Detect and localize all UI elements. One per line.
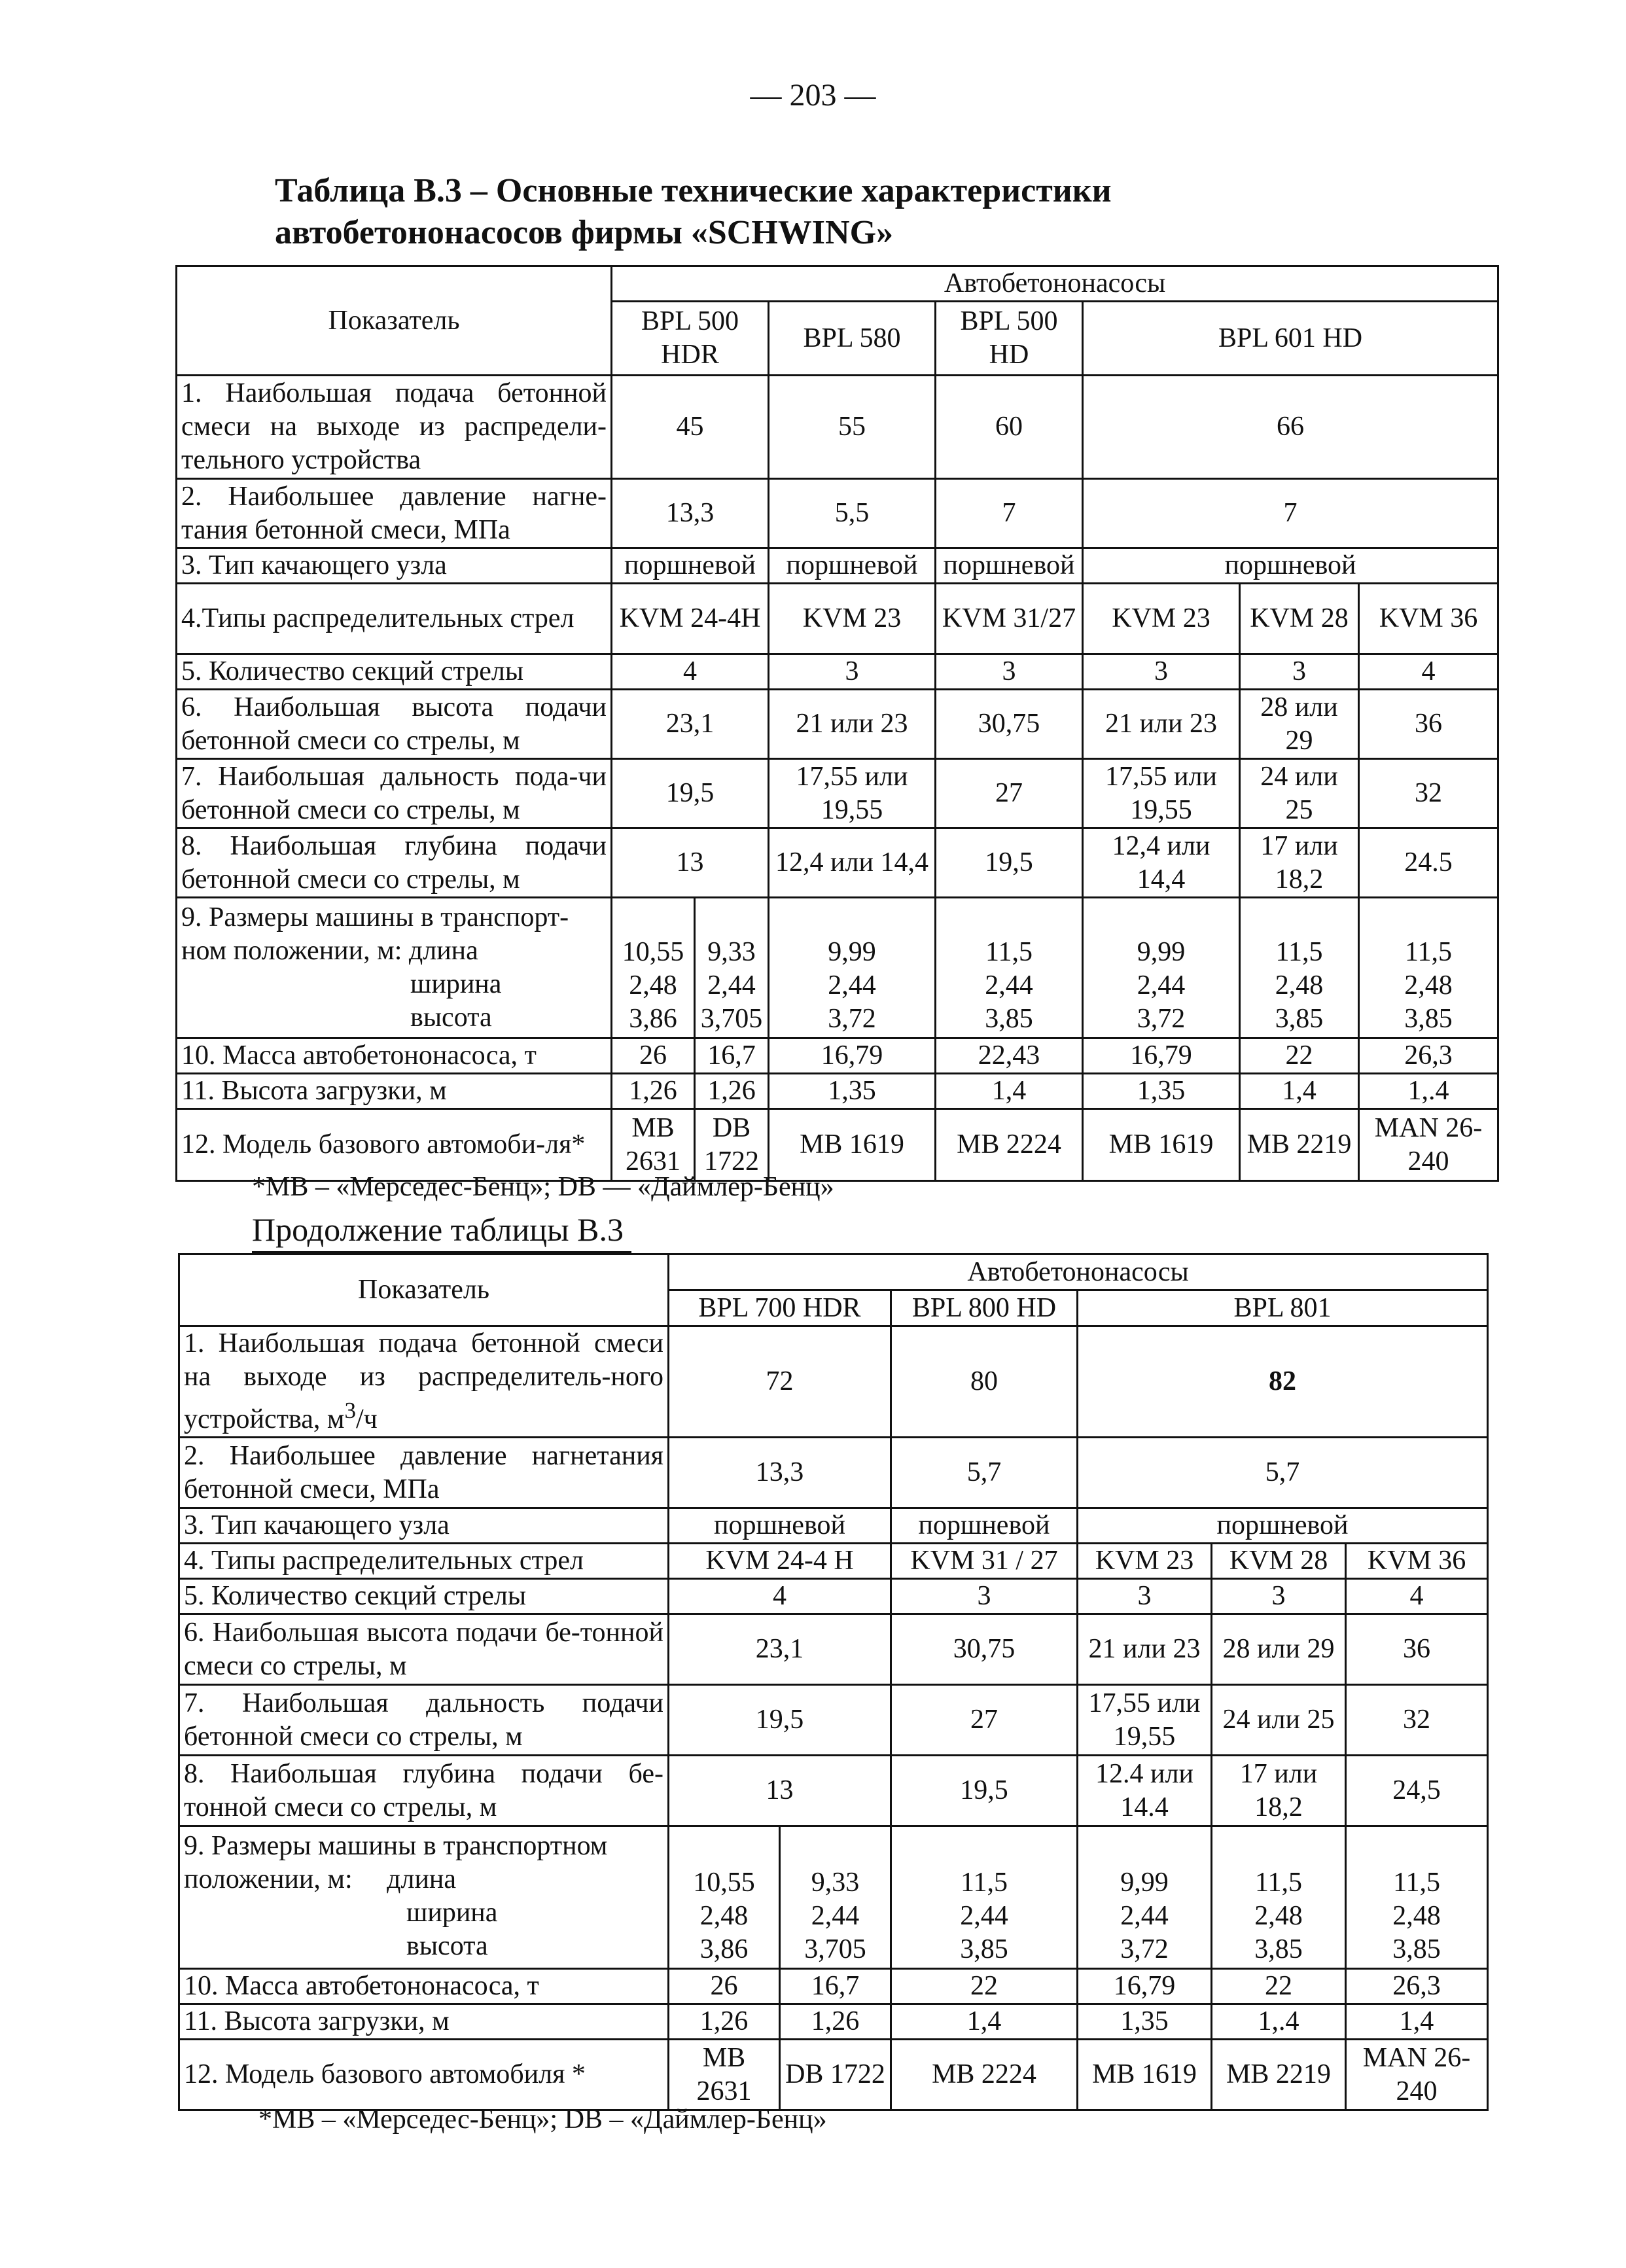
cell: 7 [936, 479, 1083, 548]
cell: 13,3 [612, 479, 769, 548]
cell: поршневой [612, 548, 769, 584]
row-label: 10. Масса автобетононасоса, т [179, 1969, 669, 2004]
row-label: 11. Высота загрузки, м [179, 2004, 669, 2040]
cell: 30,75 [936, 690, 1083, 759]
cell: 16,79 [1083, 1038, 1240, 1074]
dims-cell: 11,5 2,48 3,85 [1240, 898, 1359, 1038]
cell: 32 [1359, 759, 1498, 828]
cell: 1,.4 [1359, 1074, 1498, 1109]
dim-length-label: длина [408, 936, 478, 966]
cell: KVM 24-4H [612, 584, 769, 654]
dims-cell: 9,33 2,44 3,705 [780, 1826, 891, 1969]
dims-cell: 10,55 2,48 3,86 [669, 1826, 780, 1969]
cell: MB 2224 [891, 2040, 1078, 2110]
cell: 3 [1240, 654, 1359, 690]
cell: 16,7 [780, 1969, 891, 2004]
header-col-bpl601hd: BPL 601 HD [1083, 302, 1498, 376]
cell: 21 или 23 [1078, 1614, 1212, 1685]
cell: 1,4 [1346, 2004, 1488, 2040]
cell: 4 [612, 654, 769, 690]
cell: 16,7 [695, 1038, 769, 1074]
cell: MAN 26-240 [1359, 1109, 1498, 1181]
dims-cell: 9,99 2,44 3,72 [1078, 1826, 1212, 1969]
cell: 1,4 [936, 1074, 1083, 1109]
row-label: 7. Наибольшая дальность пода-чи бетонной смеси со стрелы, м [177, 759, 612, 828]
table-row [177, 654, 1498, 690]
row-label-line: ном положении, м: длина [181, 936, 478, 966]
cell: 22 [1240, 1038, 1359, 1074]
cell: 17,55 или 19,55 [1078, 1685, 1212, 1756]
continuation-title: Продолжение таблицы В.3 [252, 1211, 624, 1248]
table-row [179, 1614, 1488, 1685]
cell: 19,5 [669, 1685, 891, 1756]
table-row [177, 898, 1498, 1038]
cell: 32 [1346, 1685, 1488, 1756]
cell: KVM 36 [1346, 1544, 1488, 1579]
row-label: 5. Количество секций стрелы [179, 1579, 669, 1614]
cell: DB 1722 [695, 1109, 769, 1181]
header-col-bpl580: BPL 580 [769, 302, 936, 376]
row-label: 3. Тип качающего узла [177, 548, 612, 584]
dims-cell: 11,5 2,44 3,85 [891, 1826, 1078, 1969]
cell: 17 или 18,2 [1212, 1756, 1346, 1826]
row-label-line: 9. Размеры машины в транспорт- [181, 902, 569, 932]
cell: DB 1722 [780, 2040, 891, 2110]
cell: поршневой [769, 548, 936, 584]
cell: 24.5 [1359, 828, 1498, 898]
header-col-bpl500hdr: BPL 500 HDR [612, 302, 769, 376]
header-indicator: Показатель [179, 1254, 669, 1326]
cell: 1,35 [769, 1074, 936, 1109]
cell: 26,3 [1346, 1969, 1488, 2004]
cell: KVM 31/27 [936, 584, 1083, 654]
cell: MB 2219 [1240, 1109, 1359, 1181]
cell: 3 [1083, 654, 1240, 690]
cell: KVM 36 [1359, 584, 1498, 654]
dims-cell: 10,55 2,48 3,86 [612, 898, 695, 1038]
cell: 1,26 [612, 1074, 695, 1109]
cell: 45 [612, 376, 769, 479]
header-col-bpl800hd: BPL 800 HD [891, 1290, 1078, 1326]
caption-line-1: Таблица В.3 – Основные технические характеристики [275, 172, 1112, 209]
table-row [177, 759, 1498, 828]
table-row [179, 1685, 1488, 1756]
row-label-line: положении, м: длина [184, 1864, 457, 1894]
row-label: 2. Наибольшее давление нагнетания бетонной смеси, МПа [179, 1438, 669, 1508]
cell: 80 [891, 1326, 1078, 1438]
cell: 72 [669, 1326, 891, 1438]
cell: 1,4 [1240, 1074, 1359, 1109]
cell: 4 [1346, 1579, 1488, 1614]
cell: 27 [936, 759, 1083, 828]
table-row [177, 376, 1498, 479]
dims-cell: 9,99 2,44 3,72 [1083, 898, 1240, 1038]
table-row [177, 1074, 1498, 1109]
caption-line-2: автобетононасосов фирмы «SCHWING» [275, 214, 894, 251]
header-col-bpl700hdr: BPL 700 HDR [669, 1290, 891, 1326]
cell: 21 или 23 [769, 690, 936, 759]
table-row [179, 1826, 1488, 1969]
dim-width-label: ширина [406, 1898, 498, 1928]
cell: MB 2219 [1212, 2040, 1346, 2110]
specs-table-2 [178, 1253, 1489, 2111]
row-label-line: 9. Размеры машины в транспортном [184, 1831, 608, 1861]
table-row [179, 2040, 1488, 2110]
cell: 66 [1083, 376, 1498, 479]
cell: 23,1 [669, 1614, 891, 1685]
cell: KVM 31 / 27 [891, 1544, 1078, 1579]
row-label: 4.Типы распределительных стрел [177, 584, 612, 654]
cell: 16,79 [769, 1038, 936, 1074]
table-row [179, 1579, 1488, 1614]
cell: 22 [1212, 1969, 1346, 2004]
cell: 13 [612, 828, 769, 898]
cell: поршневой [936, 548, 1083, 584]
cell: 24 или 25 [1240, 759, 1359, 828]
cell: поршневой [1078, 1508, 1488, 1544]
dim-height-label: высота [410, 1002, 492, 1033]
cell: MB 1619 [1083, 1109, 1240, 1181]
cell: 1,26 [780, 2004, 891, 2040]
cell: 4 [669, 1579, 891, 1614]
cell: 82 [1078, 1326, 1488, 1438]
cell: 5,7 [891, 1438, 1078, 1508]
cell: 17 или 18,2 [1240, 828, 1359, 898]
table-row [177, 584, 1498, 654]
row-label: 7. Наибольшая дальность подачи бетонной смеси со стрелы, м [179, 1685, 669, 1756]
row-label: 11. Высота загрузки, м [177, 1074, 612, 1109]
cell: MB 1619 [769, 1109, 936, 1181]
cell: 1,26 [695, 1074, 769, 1109]
table-row [177, 479, 1498, 548]
table-row [177, 690, 1498, 759]
cell: MB 2631 [669, 2040, 780, 2110]
row-label: 6. Наибольшая высота подачи бе-тонной смеси со стрелы, м [179, 1614, 669, 1685]
table-caption [275, 170, 1112, 254]
cell: 17,55 или 19,55 [769, 759, 936, 828]
cell: 3 [1078, 1579, 1212, 1614]
cell: 1,4 [891, 2004, 1078, 2040]
cell: поршневой [1083, 548, 1498, 584]
cell: 60 [936, 376, 1083, 479]
cell: 5,5 [769, 479, 936, 548]
cell: 1,.4 [1212, 2004, 1346, 2040]
cell: 13,3 [669, 1438, 891, 1508]
cell: 12,4 или 14,4 [1083, 828, 1240, 898]
row-label [179, 1826, 669, 1969]
table-row [177, 828, 1498, 898]
cell: KVM 28 [1240, 584, 1359, 654]
cell: 16,79 [1078, 1969, 1212, 2004]
table-row [179, 1326, 1488, 1438]
cell: 55 [769, 376, 936, 479]
page-number: — 203 — [750, 78, 876, 113]
row-label: 3. Тип качающего узла [179, 1508, 669, 1544]
row-label: 8. Наибольшая глубина подачи бетонной смеси со стрелы, м [177, 828, 612, 898]
header-col-bpl801: BPL 801 [1078, 1290, 1488, 1326]
table-row [177, 1109, 1498, 1181]
cell: KVM 23 [1083, 584, 1240, 654]
cell: 22,43 [936, 1038, 1083, 1074]
table-row [179, 1508, 1488, 1544]
cell: 21 или 23 [1083, 690, 1240, 759]
specs-table-1 [175, 265, 1499, 1182]
row-label: 12. Модель базового автомоби-ля* [177, 1109, 612, 1181]
cell: 3 [936, 654, 1083, 690]
dims-cell: 11,5 2,48 3,85 [1346, 1826, 1488, 1969]
cell: поршневой [669, 1508, 891, 1544]
cell: KVM 24-4 H [669, 1544, 891, 1579]
dim-height-label: высота [406, 1931, 488, 1961]
row-label [177, 898, 612, 1038]
row-label: 1. Наибольшая подача бетонной смеси на выходе из распредели-тельного устройства [177, 376, 612, 479]
cell: KVM 23 [1078, 1544, 1212, 1579]
cell: 23,1 [612, 690, 769, 759]
table-row [179, 1756, 1488, 1826]
cell: 3 [891, 1579, 1078, 1614]
cell: поршневой [891, 1508, 1078, 1544]
cell: 19,5 [891, 1756, 1078, 1826]
dims-cell: 11,5 2,48 3,85 [1359, 898, 1498, 1038]
cell: MB 2224 [936, 1109, 1083, 1181]
cell: 26 [669, 1969, 780, 2004]
cell: 19,5 [936, 828, 1083, 898]
cell: 4 [1359, 654, 1498, 690]
cell: 1,26 [669, 2004, 780, 2040]
dims-cell: 11,5 2,48 3,85 [1212, 1826, 1346, 1969]
table-row [179, 1438, 1488, 1508]
header-indicator: Показатель [177, 266, 612, 376]
cell: 26 [612, 1038, 695, 1074]
cell: 17,55 или 19,55 [1083, 759, 1240, 828]
cell: 24 или 25 [1212, 1685, 1346, 1756]
row-label: 5. Количество секций стрелы [177, 654, 612, 690]
table-row [177, 1038, 1498, 1074]
row-label: 2. Наибольшее давление нагне-тания бетонной смеси, МПа [177, 479, 612, 548]
cell: 30,75 [891, 1614, 1078, 1685]
row-label: 8. Наибольшая глубина подачи бе-тонной смеси со стрелы, м [179, 1756, 669, 1826]
cell: 36 [1346, 1614, 1488, 1685]
cell: 26,3 [1359, 1038, 1498, 1074]
cell: 22 [891, 1969, 1078, 2004]
cell: MAN 26-240 [1346, 2040, 1488, 2110]
dims-cell: 11,5 2,44 3,85 [936, 898, 1083, 1038]
cell: KVM 23 [769, 584, 936, 654]
header-group: Автобетононасосы [612, 266, 1498, 302]
dims-cell: 9,33 2,44 3,705 [695, 898, 769, 1038]
row-label: 1. Наибольшая подача бетонной смеси на выходе из распределитель-ного устройства, $м^3/ч$ [179, 1326, 669, 1438]
table-row [179, 1544, 1488, 1579]
cell: 28 или 29 [1212, 1614, 1346, 1685]
row-label: 4. Типы распределительных стрел [179, 1544, 669, 1579]
table-row [177, 548, 1498, 584]
cell: 1,35 [1083, 1074, 1240, 1109]
cell: 12,4 или 14,4 [769, 828, 936, 898]
cell: 12.4 или 14.4 [1078, 1756, 1212, 1826]
cell: 5,7 [1078, 1438, 1488, 1508]
cell: 27 [891, 1685, 1078, 1756]
cell: MB 1619 [1078, 2040, 1212, 2110]
cell: 19,5 [612, 759, 769, 828]
footnote-2: *МВ – «Мерседес-Бенц»; DB – «Даймлер-Бенц» [258, 2104, 827, 2135]
cell: 36 [1359, 690, 1498, 759]
table-row [179, 2004, 1488, 2040]
cell: 3 [1212, 1579, 1346, 1614]
dim-length-label: длина [387, 1864, 457, 1894]
cell: 24,5 [1346, 1756, 1488, 1826]
cell: 13 [669, 1756, 891, 1826]
cell: 28 или 29 [1240, 690, 1359, 759]
dim-width-label: ширина [410, 969, 502, 999]
header-col-bpl500hd: BPL 500 HD [936, 302, 1083, 376]
row-label: 12. Модель базового автомобиля * [179, 2040, 669, 2110]
header-group: Автобетононасосы [669, 1254, 1488, 1290]
dims-cell: 9,99 2,44 3,72 [769, 898, 936, 1038]
cell: 1,35 [1078, 2004, 1212, 2040]
cell: 7 [1083, 479, 1498, 548]
row-label: 6. Наибольшая высота подачи бетонной смеси со стрелы, м [177, 690, 612, 759]
footnote-1: *МВ – «Мерседес-Бенц»; DB — «Даймлер-Бенц» [252, 1172, 834, 1202]
table-row [179, 1969, 1488, 2004]
row-label: 10. Масса автобетононасоса, т [177, 1038, 612, 1074]
cell: 3 [769, 654, 936, 690]
cell: KVM 28 [1212, 1544, 1346, 1579]
cell: MB 2631 [612, 1109, 695, 1181]
